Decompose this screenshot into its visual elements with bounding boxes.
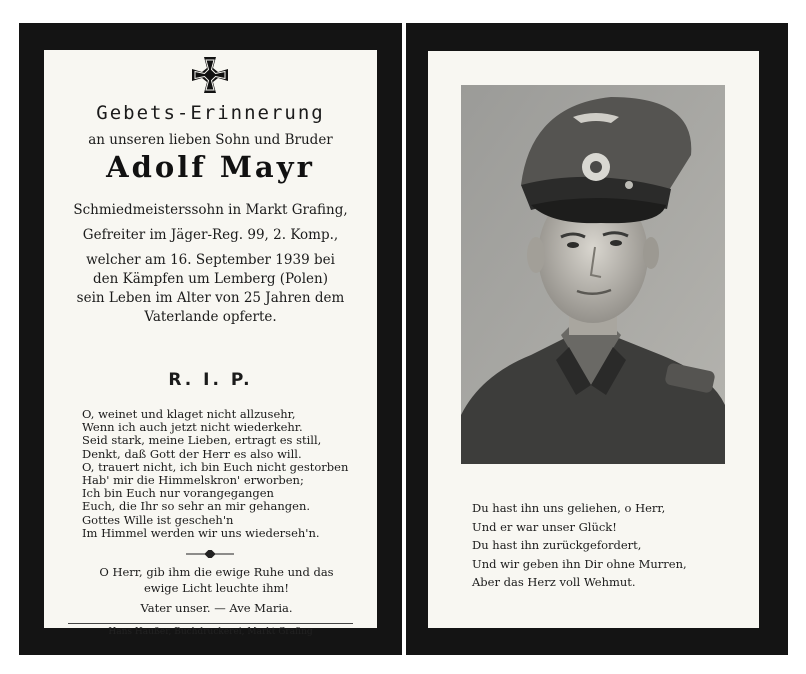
poem-line: Euch, die Ihr so sehr an mir gehangen. [82, 499, 311, 514]
right-card [406, 23, 788, 655]
poem-line: O, weinet und klaget nicht allzusehr, [82, 407, 296, 421]
poem-block [82, 408, 348, 540]
poem-line: Im Himmel werden wir uns wiederseh'n. [82, 525, 320, 540]
bio-line-4: den Kämpfen um Lemberg (Polen) [93, 271, 328, 287]
rip-text: R. I. P. [168, 370, 253, 390]
verse-line: Du hast ihn zurückgefordert, [472, 538, 642, 552]
verse-line: Und er war unser Glück! [472, 519, 617, 534]
bio-line-2: Gefreiter im Jäger-Reg. 99, 2. Komp., [82, 227, 339, 243]
poem-line: Wenn ich auch jetzt nicht wiederkehr. [82, 420, 303, 435]
intro-line: an unseren lieben Sohn und Bruder [88, 132, 333, 148]
verse-block [472, 499, 687, 592]
imprint-rule [68, 623, 353, 624]
poem-line: Hab' mir die Himmelskron' erworben; [82, 473, 304, 488]
verse-line: Du hast ihn uns geliehen, o Herr, [472, 501, 666, 515]
poem-line: Seid stark, meine Lieben, ertragt es still, [82, 433, 322, 448]
deceased-name: Adolf Mayr [106, 150, 315, 184]
poem-line: Gottes Wille ist gescheh'n [82, 512, 234, 527]
bio-line-1: Schmiedmeisterssohn in Markt Grafing, [73, 202, 348, 218]
verse-line: Und wir geben ihn Dir ohne Murren, [472, 556, 687, 571]
prayer-line-1: O Herr, gib ihm die ewige Ruhe und das [99, 565, 334, 579]
verse-line: Aber das Herz voll Wehmut. [472, 575, 636, 589]
poem-line: O, trauert nicht, ich bin Euch nicht gestorben [82, 459, 349, 474]
soldier-portrait-photo [461, 85, 725, 464]
prayer-line-2: ewige Licht leuchte ihm! [143, 581, 290, 595]
bio-line-3: welcher am 16. September 1939 bei [86, 252, 335, 268]
bio-line-5: sein Leben im Alter von 25 Jahren dem [76, 290, 345, 306]
printer-imprint: Hans Haußer, Buchdruckerei, Markt Grafing [108, 627, 313, 637]
prayer-block [74, 564, 359, 616]
bio-line-6: Vaterlande opferte. [144, 309, 277, 325]
iron-cross-icon [191, 56, 229, 94]
right-panel [428, 51, 759, 628]
ornament-divider [186, 550, 234, 558]
left-panel [44, 50, 377, 637]
poem-line: Denkt, daß Gott der Herr es also will. [82, 446, 302, 461]
left-card [19, 23, 402, 655]
prayer-line-3: Vater unser. — Ave Maria. [140, 601, 293, 615]
heading-title: Gebets-Erinnerung [96, 102, 325, 124]
poem-line: Ich bin Euch nur vorangegangen [82, 486, 274, 501]
